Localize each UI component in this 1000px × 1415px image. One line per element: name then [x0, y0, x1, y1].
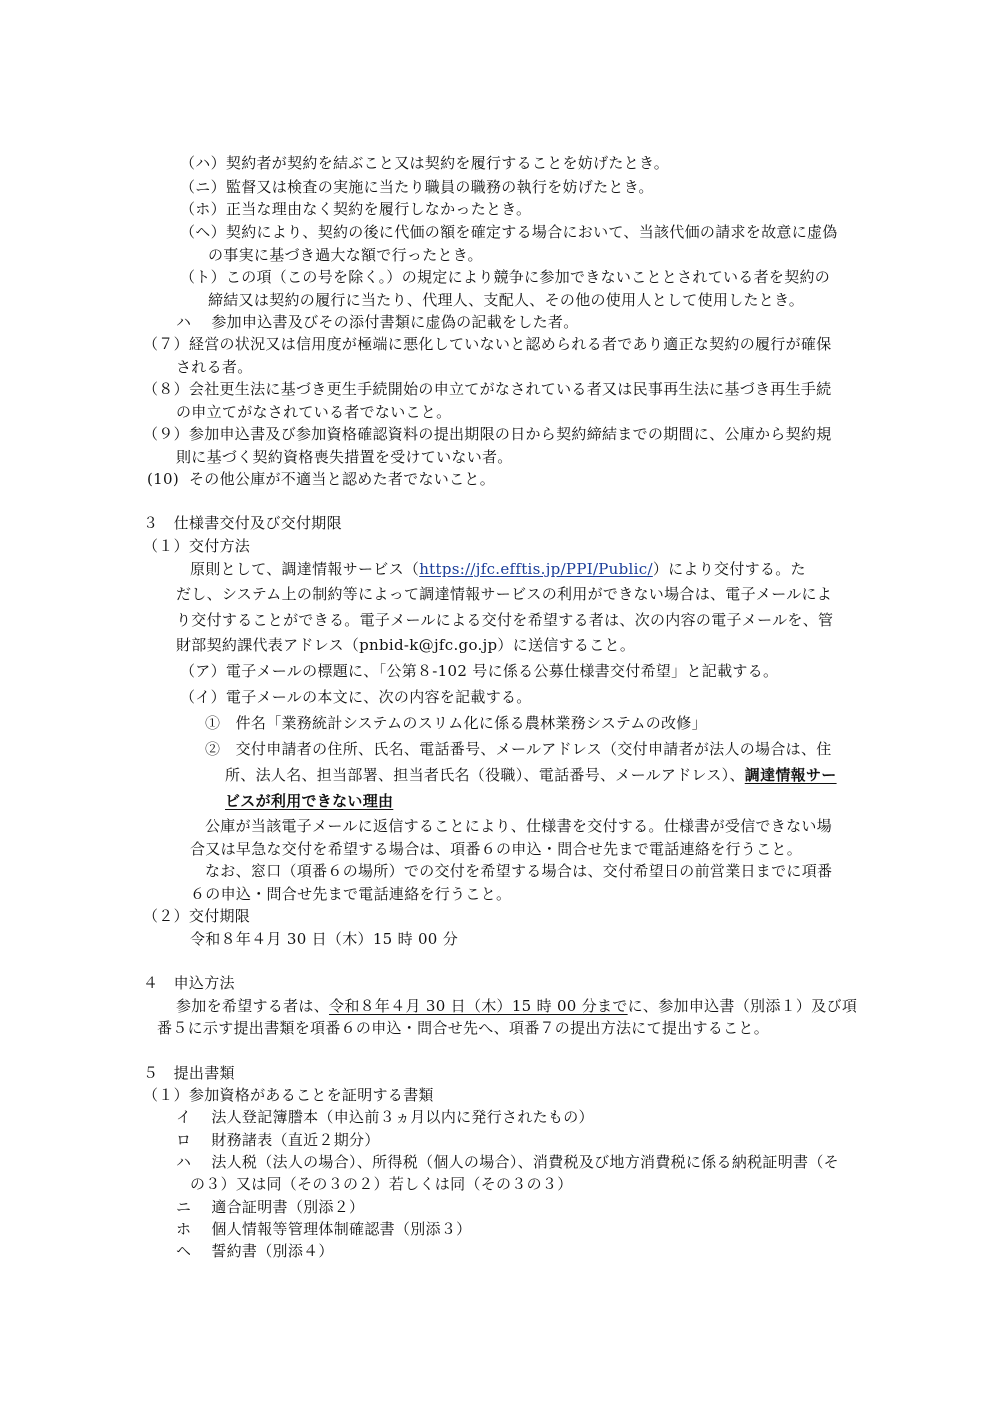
procurement-service-link[interactable]: https://jfc.efftis.jp/PPI/Public/: [419, 560, 653, 578]
list-item-he-paren: [180, 221, 838, 243]
section-3-1-paragraph-line2: だし、システム上の制約等によって調達情報サービスの利用ができない場合は、電子メールによ: [176, 585, 833, 603]
section-3-heading: ３ 仕様書交付及び交付期限: [143, 514, 342, 532]
list-marker: （ニ）: [180, 178, 226, 196]
list-marker: （８）: [143, 380, 189, 398]
list-text: 契約者が契約を結ぶこと又は契約を履行することを妨げたとき。: [225, 154, 670, 172]
list-text: 個人情報等管理体制確認書（別添３）: [211, 1220, 472, 1238]
document-item-ni: [176, 1196, 364, 1218]
document-item-ha-cont: の３）又は同（その３の２）若しくは同（その３の３）: [190, 1175, 573, 1193]
section-5-heading: ５ 提出書類: [143, 1064, 235, 1082]
list-item-9: [143, 423, 832, 445]
list-item-to-paren-cont: 締結又は契約の履行に当たり、代理人、支配人、その他の使用人として使用したとき。: [208, 291, 805, 309]
section-5-1-heading: （１）参加資格があることを証明する書類: [143, 1086, 434, 1104]
window-paragraph-line1: なお、窓口（項番６の場所）での交付を希望する場合は、交付希望日の前営業日までに項番: [205, 862, 833, 880]
list-marker: ハ: [176, 313, 192, 331]
list-item-8-cont: の申立てがなされている者でないこと。: [176, 403, 452, 421]
list-item-7: [143, 333, 832, 355]
list-marker: （７）: [143, 335, 189, 353]
list-marker: (10): [147, 470, 179, 488]
list-item-ho-paren: [180, 198, 531, 220]
delivery-deadline: 令和８年４月 30 日（木）15 時 00 分: [190, 930, 459, 948]
section-4-heading: ４ 申込方法: [143, 974, 235, 992]
list-item-7-cont: される者。: [176, 358, 253, 376]
document-item-he: [176, 1240, 334, 1262]
list-text: 誓約書（別添４）: [211, 1242, 334, 1260]
section-4-line1: 参加を希望する者は、令和８年４月 30 日（木）15 時 00 分までに、参加申込書（別添１）及び項: [176, 997, 858, 1015]
list-item-8: [143, 378, 832, 400]
list-text: 監督又は検査の実施に当たり職員の職務の執行を妨げたとき。: [225, 178, 654, 196]
email-instruction-a: （ア）電子メールの標題に、「公第８-102 号に係る公募仕様書交付希望」と記載する。: [180, 662, 779, 680]
list-marker: ハ: [176, 1153, 192, 1171]
document-item-ro: [176, 1129, 380, 1151]
list-marker: ニ: [176, 1198, 192, 1216]
list-text: 参加申込書及び参加資格確認資料の提出期限の日から契約締結までの期間に、公庫から契約規: [188, 425, 832, 443]
list-item-he-paren-cont: の事実に基づき過大な額で行ったとき。: [208, 246, 483, 264]
section-3-1-paragraph-line4: 財部契約課代表アドレス（pnbid-k@jfc.go.jp）に送信すること。: [176, 636, 636, 654]
list-text: 経営の状況又は信用度が極端に悪化していないと認められる者であり適正な契約の履行が確保: [188, 335, 832, 353]
underlined-reason-text: 調達情報サー: [744, 766, 837, 784]
section-4-line2: 番５に示す提出書類を項番６の申込・問合せ先へ、項番７の提出方法にて提出すること。: [157, 1019, 770, 1037]
list-marker: （ホ）: [180, 200, 226, 218]
list-text: その他公庫が不適当と認めた者でないこと。: [189, 470, 496, 488]
list-marker: ロ: [176, 1131, 192, 1149]
list-marker: （ヘ）: [180, 223, 226, 241]
list-marker: （９）: [143, 425, 189, 443]
list-marker: イ: [176, 1108, 192, 1126]
list-text: 参加申込書及びその添付書類に虚偽の記載をした者。: [211, 313, 579, 331]
list-text: 契約により、契約の後に代価の額を確定する場合において、当該代価の請求を故意に虚偽: [225, 223, 838, 241]
list-marker: ホ: [176, 1220, 192, 1238]
list-text: 財務諸表（直近２期分）: [211, 1131, 380, 1149]
list-text: この項（この号を除く。）の規定により競争に参加できないこととされている者を契約の: [225, 268, 831, 286]
list-marker: （ト）: [180, 268, 226, 286]
email-content-2-line3: ビスが利用できない理由: [225, 792, 394, 810]
application-deadline: 令和８年４月 30 日（木）15 時 00 分まで: [329, 997, 628, 1015]
list-text: 法人税（法人の場合）、所得税（個人の場合）、消費税及び地方消費税に係る納税証明書（そ: [211, 1153, 839, 1171]
email-content-2-line2: 所、法人名、担当部署、担当者氏名（役職）、電話番号、メールアドレス）、調達情報サー: [225, 766, 837, 784]
section-3-2-heading: （２）交付期限: [143, 907, 251, 925]
list-item-ha-paren: [180, 152, 669, 174]
list-item-10: [147, 468, 495, 490]
document-item-ha: [176, 1151, 839, 1173]
list-text: 会社更生法に基づき更生手続開始の申立てがなされている者又は民事再生法に基づき再生手続: [188, 380, 832, 398]
list-item-ha: [176, 311, 579, 333]
list-marker: （ハ）: [180, 154, 226, 172]
reply-paragraph-line1: 公庫が当該電子メールに返信することにより、仕様書を交付する。仕様書が受信できない場: [205, 817, 833, 835]
email-instruction-i: （イ）電子メールの本文に、次の内容を記載する。: [180, 688, 532, 706]
document-item-ho: [176, 1218, 471, 1240]
list-text: 正当な理由なく契約を履行しなかったとき。: [225, 200, 532, 218]
list-text: 適合証明書（別添２）: [211, 1198, 365, 1216]
list-marker: ヘ: [176, 1242, 192, 1260]
reply-paragraph-line2: 合又は早急な交付を希望する場合は、項番６の申込・問合せ先まで電話連絡を行うこと。: [190, 840, 803, 858]
list-text: 法人登記簿謄本（申込前３ヵ月以内に発行されたもの）: [211, 1108, 594, 1126]
document-item-i: [176, 1106, 594, 1128]
email-content-2-line1: ② 交付申請者の住所、氏名、電話番号、メールアドレス（交付申請者が法人の場合は、住: [205, 740, 832, 758]
email-content-1: ① 件名「業務統計システムのスリム化に係る農林業務システムの改修」: [205, 714, 707, 732]
section-3-1-heading: （１）交付方法: [143, 537, 251, 555]
list-item-ni-paren: [180, 176, 654, 198]
list-item-to-paren: [180, 266, 830, 288]
section-3-1-paragraph-line3: り交付することができる。電子メールによる交付を希望する者は、次の内容の電子メールを、管: [176, 611, 834, 629]
section-3-1-paragraph-line1: 原則として、調達情報サービス（https://jfc.efftis.jp/PPI/Public/）により交付する。た: [190, 560, 806, 578]
list-item-9-cont: 則に基づく契約資格喪失措置を受けていない者。: [176, 448, 513, 466]
window-paragraph-line2: ６の申込・問合せ先まで電話連絡を行うこと。: [190, 885, 512, 903]
